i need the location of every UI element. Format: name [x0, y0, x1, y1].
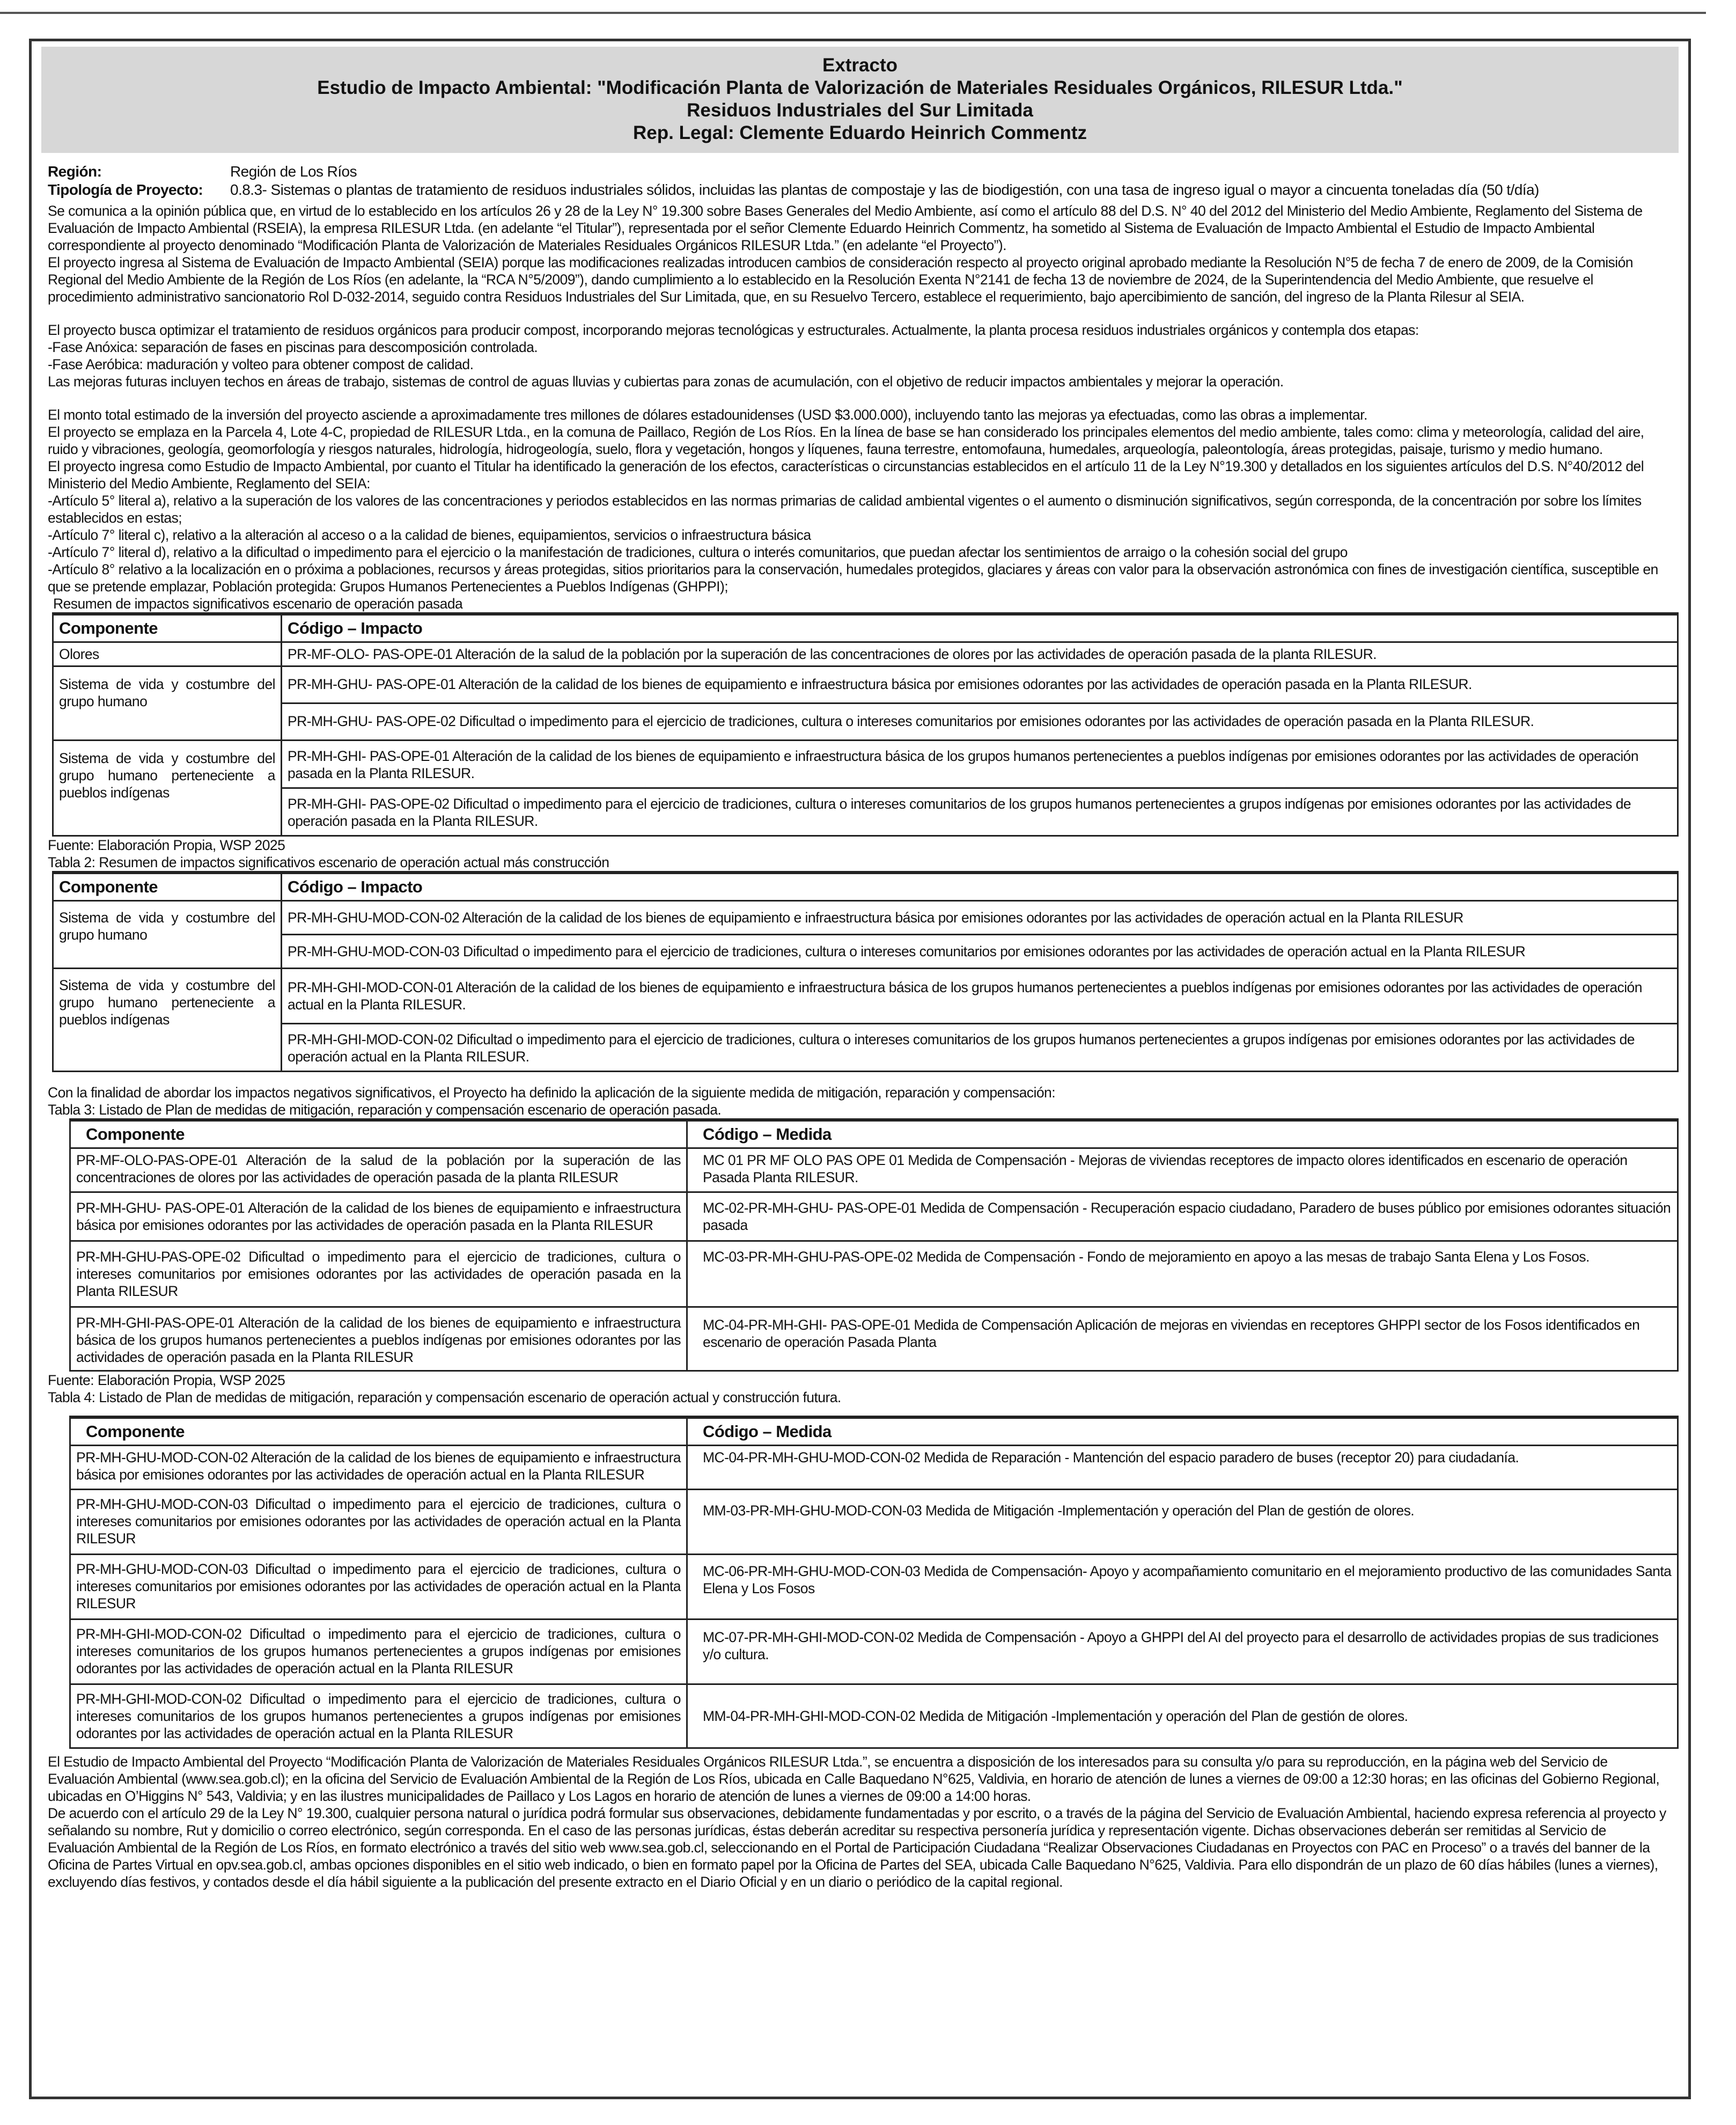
table3-source: Fuente: Elaboración Propia, WSP 2025	[48, 1372, 285, 1388]
table2-impact-cell: PR-MH-GHI-MOD-CON-01 Alteración de la calidad de los bienes de equipamiento e infraestructura básica de los grupos humanos pertenecientes a pueblos indígenas por emisiones odorantes por las actividades de operación actual en la Planta RILESUR.	[282, 969, 1678, 1024]
table1	[52, 612, 1679, 837]
table2-header-impacto: Código – Impacto	[282, 873, 1678, 901]
body-paragraph: El monto total estimado de la inversión del proyecto asciende a aproximadamente tres millones de dólares estadounidenses (USD $3.000.000), incluyendo tanto las mejoras ya efectuadas, como las obras a implementar.	[48, 407, 1367, 423]
table3-medida-cell: MC 01 PR MF OLO PAS OPE 01 Medida de Compensación - Mejoras de viviendas receptores de impacto olores identificados en escenario de operación Pasada Planta RILESUR.	[687, 1148, 1678, 1192]
body-paragraph: -Fase Aeróbica: maduración y volteo para obtener compost de calidad.	[48, 356, 474, 372]
table-row	[70, 1307, 1678, 1371]
table-row	[53, 901, 1678, 935]
table1-header-componente: Componente	[53, 614, 282, 642]
table4-medida-cell: MM-04-PR-MH-GHI-MOD-CON-02 Medida de Mitigación -Implementación y operación del Plan de gestión de olores.	[687, 1684, 1678, 1748]
table4-comp-cell: PR-MH-GHU-MOD-CON-03 Dificultad o impedimento para el ejercicio de tradiciones, cultura o intereses comunitarios por emisiones odorantes por las actividades de operación actual en la Planta RILESUR	[70, 1490, 687, 1555]
table1-impact-cell: PR-MH-GHU- PAS-OPE-02 Dificultad o impedimento para el ejercicio de tradiciones, cultura o intereses comunitarios por emisiones odorantes por las actividades de operación pasada en la Planta RILESUR.	[282, 704, 1678, 741]
table4-medida-cell: MC-06-PR-MH-GHU-MOD-CON-03 Medida de Compensación- Apoyo y acompañamiento comunitario en el mejoramiento productivo de las comunidades Santa Elena y Los Fosos	[687, 1555, 1678, 1620]
body-paragraph: -Artículo 8° relativo a la localización en o próxima a poblaciones, recursos y áreas protegidas, sitios prioritarios para la conservación, humedales protegidos, glaciares y áreas con valor para la observación astronómica con fines de investigación científica, susceptible en que se pretende emplazar, Población protegida: Grupos Humanos Pertenecientes a Pueblos Indígenas (GHPPI);	[48, 561, 1658, 595]
table2-impact-cell: PR-MH-GHI-MOD-CON-02 Dificultad o impedimento para el ejercicio de tradiciones, cultura o intereses comunitarios de los grupos humanos pertenecientes a grupos indígenas por emisiones odorantes por las actividades de operación actual en la Planta RILESUR.	[282, 1024, 1678, 1072]
mitigation-intro: Con la finalidad de abordar los impactos negativos significativos, el Proyecto ha definido la aplicación de la siguiente medida de mitigación, reparación y compensación:	[48, 1085, 1056, 1101]
table1-impact-cell: PR-MH-GHI- PAS-OPE-02 Dificultad o impedimento para el ejercicio de tradiciones, cultura o intereses comunitarios de los grupos humanos pertenecientes a grupos indígenas por emisiones odorantes por las actividades de operación pasada en la Planta RILESUR.	[282, 788, 1678, 836]
table2-caption: Tabla 2: Resumen de impactos significativos escenario de operación actual más construcción	[48, 854, 609, 870]
table1-comp-cell: Sistema de vida y costumbre del grupo humano	[53, 666, 282, 741]
body-paragraph: -Artículo 5° literal a), relativo a la superación de los valores de las concentraciones y periodos establecidos en las normas primarias de calidad ambiental vigentes o el aumento o disminución significativos, según corresponda, de la concentración por sobre los límites establecidos en estas;	[48, 493, 1642, 526]
table3-medida-cell: MC-03-PR-MH-GHU-PAS-OPE-02 Medida de Compensación - Fondo de mejoramiento en apoyo a las mesas de trabajo Santa Elena y Los Fosos.	[687, 1241, 1678, 1307]
table-row	[70, 1446, 1678, 1490]
table3	[69, 1118, 1679, 1372]
table3-caption: Tabla 3: Listado de Plan de medidas de mitigación, reparación y compensación escenario de operación pasada.	[48, 1102, 722, 1118]
table-row	[53, 1024, 1678, 1072]
body-paragraph: -Artículo 7° literal c), relativo a la alteración al acceso o a la calidad de bienes, equipamientos, servicios o infraestructura básica	[48, 527, 811, 543]
table-row	[53, 788, 1678, 836]
table-row	[70, 1192, 1678, 1241]
table-row	[53, 741, 1678, 788]
table4-header-componente: Componente	[70, 1417, 687, 1446]
table1-comp-cell: Olores	[53, 642, 282, 666]
table2-header-componente: Componente	[53, 873, 282, 901]
table-row	[53, 935, 1678, 969]
extract-content	[32, 153, 1688, 1890]
tipologia-label: Tipología de Proyecto:	[48, 181, 203, 198]
table-row	[70, 1684, 1678, 1748]
table2-comp-cell: Sistema de vida y costumbre del grupo humano perteneciente a pueblos indígenas	[53, 969, 282, 1072]
meta-region	[48, 163, 1672, 181]
header-study-title: Estudio de Impacto Ambiental: "Modificación Planta de Valorización de Materiales Residuales Orgánicos, RILESUR Ltda."	[317, 77, 1403, 98]
table-row	[53, 969, 1678, 1024]
header-company: Residuos Industriales del Sur Limitada	[687, 100, 1033, 121]
table3-comp-cell: PR-MF-OLO-PAS-OPE-01 Alteración de la salud de la población por la superación de las concentraciones de olores por las actividades de operación pasada de la planta RILESUR	[70, 1148, 687, 1192]
table-row	[70, 1555, 1678, 1620]
table4-medida-cell: MC-07-PR-MH-GHI-MOD-CON-02 Medida de Compensación - Apoyo a GHPPI del AI del proyecto para el desarrollo de actividades propias de sus tradiciones y/o cultura.	[687, 1620, 1678, 1684]
table3-header-medida: Código – Medida	[687, 1120, 1678, 1148]
extract-frame	[29, 39, 1691, 2099]
table2-impact-cell: PR-MH-GHU-MOD-CON-02 Alteración de la calidad de los bienes de equipamiento e infraestructura básica por emisiones odorantes por las actividades de operación actual en la Planta RILESUR	[282, 901, 1678, 935]
table1-impact-cell: PR-MH-GHU- PAS-OPE-01 Alteración de la calidad de los bienes de equipamiento e infraestructura básica por emisiones odorantes por las actividades de operación pasada en la Planta RILESUR.	[282, 666, 1678, 704]
header-legal-rep: Rep. Legal: Clemente Eduardo Heinrich Commentz	[633, 122, 1087, 143]
region-label: Región:	[48, 163, 102, 180]
table4-comp-cell: PR-MH-GHI-MOD-CON-02 Dificultad o impedimento para el ejercicio de tradiciones, cultura o intereses comunitarios de los grupos humanos pertenecientes a grupos indígenas por emisiones odorantes por las actividades de operación actual en la Planta RILESUR	[70, 1684, 687, 1748]
table1-impact-cell: PR-MH-GHI- PAS-OPE-01 Alteración de la calidad de los bienes de equipamiento e infraestructura básica de los grupos humanos pertenecientes a pueblos indígenas por emisiones odorantes por las actividades de operación pasada en la Planta RILESUR.	[282, 741, 1678, 788]
table-row	[70, 1490, 1678, 1555]
table3-comp-cell: PR-MH-GHU-PAS-OPE-02 Dificultad o impedimento para el ejercicio de tradiciones, cultura o intereses comunitarios por emisiones odorantes por las actividades de operación pasada en la Planta RILESUR	[70, 1241, 687, 1307]
meta-tipologia	[48, 181, 1672, 199]
table1-header-impacto: Código – Impacto	[282, 614, 1678, 642]
extract-header	[41, 47, 1679, 153]
table1-impact-cell: PR-MF-OLO- PAS-OPE-01 Alteración de la salud de la población por la superación de las concentraciones de olores por las actividades de operación pasada de la planta RILESUR.	[282, 642, 1678, 666]
table3-medida-cell: MC-04-PR-MH-GHI- PAS-OPE-01 Medida de Compensación Aplicación de mejoras en viviendas en receptores GHPPI sector de los Fosos identificados en escenario de operación Pasada Planta	[687, 1307, 1678, 1371]
table4-comp-cell: PR-MH-GHU-MOD-CON-02 Alteración de la calidad de los bienes de equipamiento e infraestructura básica por emisiones odorantes por las actividades de operación actual en la Planta RILESUR	[70, 1446, 687, 1490]
table3-comp-cell: PR-MH-GHI-PAS-OPE-01 Alteración de la calidad de los bienes de equipamiento e infraestructura básica de los grupos humanos pertenecientes a pueblos indígenas por emisiones odorantes por las actividades de operación pasada en la Planta RILESUR	[70, 1307, 687, 1371]
table1-caption: Resumen de impactos significativos escenario de operación pasada	[53, 596, 463, 612]
body-paragraph: Se comunica a la opinión pública que, en virtud de lo establecido en los artículos 26 y 28 de la Ley N° 19.300 sobre Bases Generales del Medio Ambiente, así como el artículo 88 del D.S. N° 40 del 2012 del Ministerio del Medio Ambiente, Reglamento del Sistema de Evaluación de Impacto Ambiental (RSEIA), la empresa RILESUR Ltda. (en adelante “el Titular”), representada por el señor Clemente Eduardo Heinrich Commentz, ha sometido al Sistema de Evaluación de Impacto Ambiental el Estudio de Impacto Ambiental correspondiente al proyecto denominado “Modificación Planta de Valorización de Materiales Residuales Orgánicos RILESUR Ltda.” (en adelante “el Proyecto”).	[48, 203, 1643, 253]
table-row	[70, 1241, 1678, 1307]
body-paragraph: El proyecto ingresa como Estudio de Impacto Ambiental, por cuanto el Titular ha identificado la generación de los efectos, características o circunstancias establecidos en el artículo 11 de la Ley N°19.300 y detallados en los siguientes artículos del D.S. N°40/2012 del Ministerio del Medio Ambiente, Reglamento del SEIA:	[48, 458, 1644, 492]
header-title: Extracto	[822, 55, 898, 76]
body-paragraph: -Artículo 7° literal d), relativo a la dificultad o impedimento para el ejercicio o la manifestación de tradiciones, cultura o interés comunitarios, que puedan afectar los sentimientos de arraigo o la cohesión social del grupo	[48, 544, 1348, 560]
table-row	[53, 666, 1678, 704]
table4-medida-cell: MC-04-PR-MH-GHU-MOD-CON-02 Medida de Reparación - Mantención del espacio paradero de buses (receptor 20) para ciudadanía.	[687, 1446, 1678, 1490]
table3-header-componente: Componente	[70, 1120, 687, 1148]
body-paragraph: Las mejoras futuras incluyen techos en áreas de trabajo, sistemas de control de aguas lluvias y cubiertas para zonas de acumulación, con el objetivo de reducir impactos ambientales y mejorar la operación.	[48, 373, 1284, 390]
table4-medida-cell: MM-03-PR-MH-GHU-MOD-CON-03 Medida de Mitigación -Implementación y operación del Plan de gestión de olores.	[687, 1490, 1678, 1555]
table2	[52, 871, 1679, 1072]
table2-impact-cell: PR-MH-GHU-MOD-CON-03 Dificultad o impedimento para el ejercicio de tradiciones, cultura o intereses comunitarios por emisiones odorantes por las actividades de operación actual en la Planta RILESUR	[282, 935, 1678, 969]
table1-comp-cell: Sistema de vida y costumbre del grupo humano perteneciente a pueblos indígenas	[53, 741, 282, 836]
table1-source: Fuente: Elaboración Propia, WSP 2025	[48, 837, 285, 853]
table4-caption: Tabla 4: Listado de Plan de medidas de mitigación, reparación y compensación escenario de operación actual y construcción futura.	[48, 1389, 841, 1405]
table3-comp-cell: PR-MH-GHU- PAS-OPE-01 Alteración de la calidad de los bienes de equipamiento e infraestructura básica por emisiones odorantes por las actividades de operación pasada en la Planta RILESUR	[70, 1192, 687, 1241]
closing-paragraph: El Estudio de Impacto Ambiental del Proyecto “Modificación Planta de Valorización de Materiales Residuales Orgánicos RILESUR Ltda.”, se encuentra a disposición de los interesados para su consulta y/o para su reproducción, en la página web del Servicio de Evaluación Ambiental (www.sea.gob.cl); en la oficina del Servicio de Evaluación Ambiental de la Región de Los Ríos, ubicada en Calle Baquedano N°625, Valdivia, en horario de atención de lunes a viernes de 09:00 a 12:30 horas; en las oficinas del Gobierno Regional, ubicadas en O’Higgins N° 543, Valdivia; y en las ilustres municipalidades de Paillaco y Los Lagos en horario de atención de lunes a viernes de 09:00 a 14:00 horas.	[48, 1754, 1660, 1804]
closing-paragraph: De acuerdo con el artículo 29 de la Ley N° 19.300, cualquier persona natural o jurídica podrá formular sus observaciones, debidamente fundamentadas y por escrito, o a través de la página del Servicio de Evaluación Ambiental, haciendo expresa referencia al proyecto y señalando su nombre, Rut y domicilio o correo electrónico, según corresponda. En el caso de las personas jurídicas, éstas deberán acreditar su respectiva personería jurídica y representación vigente. Dichas observaciones deberán ser remitidas al Servicio de Evaluación Ambiental de la Región de Los Ríos, en formato electrónico a través del sitio web www.sea.gob.cl, seleccionando en el Portal de Participación Ciudadana “Realizar Observaciones Ciudadanas en Proyectos con PAC en Proceso” o a través del banner de la Oficina de Partes Virtual en opv.sea.gob.cl, ambas opciones disponibles en el sitio web indicado, o bien en formato papel por la Oficina de Partes del SEA, ubicada Calle Baquedano N°625, Valdivia. Para ello dispondrán de un plazo de 60 días hábiles (lunes a viernes), excluyendo días festivos, y contados desde el día hábil siguiente a la publicación del presente extracto en el Diario Oficial y en un diario o periódico de la capital regional.	[48, 1805, 1666, 1890]
meta-block	[48, 163, 1672, 199]
tipologia-value: 0.8.3- Sistemas o plantas de tratamiento de residuos industriales sólidos, incluidas las plantas de compostaje y las de biodigestión, con una tasa de ingreso igual o mayor a cincuenta toneladas día (50 t/día)	[230, 181, 1539, 198]
table4	[69, 1416, 1679, 1749]
table4-comp-cell: PR-MH-GHU-MOD-CON-03 Dificultad o impedimento para el ejercicio de tradiciones, cultura o intereses comunitarios por emisiones odorantes por las actividades de operación actual en la Planta RILESUR	[70, 1555, 687, 1620]
body-paragraph: El proyecto busca optimizar el tratamiento de residuos orgánicos para producir compost, incorporando mejoras tecnológicas y estructurales. Actualmente, la planta procesa residuos industriales orgánicos y contempla dos etapas:	[48, 322, 1419, 338]
body-paragraph: El proyecto se emplaza en la Parcela 4, Lote 4-C, propiedad de RILESUR Ltda., en la comuna de Paillaco, Región de Los Ríos. En la línea de base se han considerado los principales elementos del medio ambiente, tales como: clima y meteorología, calidad del aire, ruido y vibraciones, geología, geomorfología y riesgos naturales, hidrología, hidrogeología, suelo, flora y vegetación, hongos y líquenes, fauna terrestre, entomofauna, humedales, arqueología, paleontología, áreas protegidas, paisaje, turismo y medio humano.	[48, 424, 1644, 457]
body-paragraph: El proyecto ingresa al Sistema de Evaluación de Impacto Ambiental (SEIA) porque las modificaciones realizadas introducen cambios de consideración respecto al proyecto original aprobado mediante la Resolución N°5 de fecha 7 de enero de 2009, de la Comisión Regional del Medio Ambiente de la Región de Los Ríos (en adelante, la “RCA N°5/2009”), dando cumplimiento a lo establecido en la Resolución Exenta N°2141 de fecha 13 de noviembre de 2024, de la Superintendencia del Medio Ambiente, que resuelve el procedimiento administrativo sancionatorio Rol D-032-2014, seguido contra Residuos Industriales del Sur Limitada, que, en su Resuelvo Tercero, establece el requerimiento, bajo apercibimiento de sanción, del ingreso de la Planta Rilesur al SEIA.	[48, 254, 1633, 305]
table4-comp-cell: PR-MH-GHI-MOD-CON-02 Dificultad o impedimento para el ejercicio de tradiciones, cultura o intereses comunitarios de los grupos humanos pertenecientes a grupos indígenas por emisiones odorantes por las actividades de operación actual en la Planta RILESUR	[70, 1620, 687, 1684]
top-rule	[0, 12, 1706, 14]
table3-medida-cell: MC-02-PR-MH-GHU- PAS-OPE-01 Medida de Compensación - Recuperación espacio ciudadano, Paradero de buses público por emisiones odorantes situación pasada	[687, 1192, 1678, 1241]
table4-header-medida: Código – Medida	[687, 1417, 1678, 1446]
table-row	[53, 704, 1678, 741]
table-row	[53, 642, 1678, 666]
body-paragraph: -Fase Anóxica: separación de fases en piscinas para descomposición controlada.	[48, 339, 538, 355]
table-row	[70, 1620, 1678, 1684]
region-value: Región de Los Ríos	[230, 163, 357, 180]
table-row	[70, 1148, 1678, 1192]
table2-comp-cell: Sistema de vida y costumbre del grupo humano	[53, 901, 282, 969]
